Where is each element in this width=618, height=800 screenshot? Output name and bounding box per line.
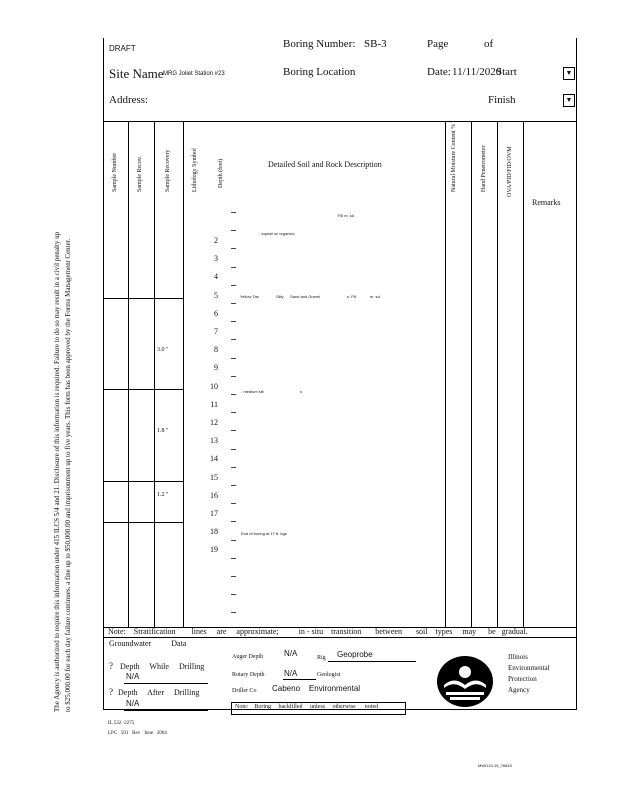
- agency-line: Protection: [508, 675, 537, 683]
- header-divider: [103, 121, 577, 122]
- agency-line: Illinois: [508, 653, 528, 661]
- col-line: [471, 121, 472, 627]
- form-revision: LPC 501 Rev June 2004: [108, 731, 167, 736]
- boring-number-value: SB-3: [364, 38, 387, 50]
- col-line: [154, 121, 155, 627]
- site-name-value: MRG Joliet Station #23: [163, 71, 225, 77]
- sample-interval-line: [103, 522, 184, 523]
- rotary-depth-value[interactable]: N/A: [284, 669, 298, 678]
- file-code: MWG13-15_76843: [478, 763, 512, 768]
- chevron-down-icon: ▼: [565, 96, 573, 104]
- auger-depth-value[interactable]: N/A: [284, 649, 298, 658]
- col-header-penetrometer: Hand Penetrometer: [481, 145, 487, 192]
- description-text: Fill m. sd: [338, 213, 354, 218]
- col-header-remarks: Remarks: [532, 198, 561, 207]
- question-icon: ?: [109, 661, 113, 671]
- depth-label: 18: [210, 527, 218, 537]
- depth-tick: [231, 485, 236, 486]
- col-header-sample-recovery: Sample Recovery: [165, 149, 171, 192]
- frame-left: [103, 38, 104, 710]
- depth-tick: [231, 521, 236, 522]
- depth-tick: [231, 594, 236, 595]
- depth-label: 4: [214, 272, 218, 282]
- depth-label: 15: [210, 472, 218, 482]
- driller-co-value[interactable]: Cabeno Environmental: [272, 684, 361, 693]
- stratification-note: Note: Stratification lines are approximate; in - situ transition between soil types may be gradual.: [108, 627, 528, 636]
- description-text: m. sd: [370, 294, 380, 299]
- depth-tick: [231, 248, 236, 249]
- draft-label: DRAFT: [109, 44, 136, 53]
- depth-tick: [231, 394, 236, 395]
- depth-label: 13: [210, 436, 218, 446]
- depth-tick: [231, 612, 236, 613]
- col-header-depth: Depth (feet): [218, 158, 224, 188]
- start-dropdown[interactable]: [563, 67, 575, 80]
- depth-while-drilling-value[interactable]: N/A: [126, 672, 140, 681]
- col-header-sample-recov: Sample Recov.: [137, 156, 143, 192]
- depth-label: 5: [214, 290, 218, 300]
- field-underline: [283, 679, 316, 680]
- description-text: s: [300, 389, 302, 394]
- description-text: End of boring at 17 ft. bgs: [241, 531, 287, 536]
- form-id: IL 532 -2275: [108, 721, 135, 726]
- agency-line: Agency: [508, 686, 530, 694]
- field-underline: [124, 683, 208, 684]
- legal-notice-line-1: The Agency is authorized to require this information under 415 ILCS 5/4 and 21. Disclosure of this information is required. Failure to do so may result in a civil penalty up: [53, 231, 61, 712]
- depth-label: 17: [210, 509, 218, 518]
- field-underline: [328, 661, 416, 662]
- site-name-label: Site Name: [109, 66, 164, 81]
- depth-while-drilling-label: Depth While Drilling: [120, 662, 205, 671]
- depth-label: 16: [210, 490, 218, 500]
- description-text: s. Fill: [347, 294, 357, 299]
- depth-tick: [231, 358, 236, 359]
- rig-label: Rig: [317, 655, 326, 661]
- depth-tick: [231, 412, 236, 413]
- depth-label: 2: [214, 236, 218, 245]
- finish-label: Finish: [488, 94, 516, 106]
- date-value: 11/11/2020: [452, 66, 502, 78]
- address-label: Address:: [109, 94, 149, 106]
- description-text: - medium silt: [241, 389, 264, 394]
- driller-co-label: Driller Co: [232, 688, 257, 694]
- note-divider: [103, 637, 577, 638]
- col-line: [523, 121, 524, 627]
- rig-value[interactable]: Geoprobe: [337, 650, 373, 659]
- description-text: Silty: [276, 294, 284, 299]
- depth-label: 3: [214, 254, 218, 264]
- sample-interval-line: [103, 298, 184, 299]
- legal-notice-line-2: to $25,000.00 for each day failure continues, a fine up to $50,000.00 and imprisonment up to five years. This form has been approved by the Forms Management Center.: [64, 238, 72, 712]
- depth-label: 10: [210, 381, 218, 391]
- sample-interval-line: [103, 481, 184, 482]
- rotary-depth-label: Rotary Depth: [232, 672, 265, 678]
- recovery-value: 3.0 ": [157, 347, 169, 353]
- depth-tick: [231, 230, 236, 231]
- depth-label: 7: [214, 327, 218, 336]
- depth-tick: [231, 503, 236, 504]
- finish-dropdown[interactable]: [563, 94, 575, 107]
- geologist-label: Geologist: [317, 672, 341, 678]
- col-header-ova: OVA/PID/FID/OVM: [507, 146, 513, 197]
- col-line: [183, 121, 184, 627]
- question-icon: ?: [109, 687, 113, 697]
- description-text: - topsoil w/ organics: [259, 231, 295, 236]
- depth-tick: [231, 321, 236, 322]
- auger-depth-label: Auger Depth: [232, 654, 264, 660]
- depth-label: 9: [214, 363, 218, 373]
- sample-interval-line: [103, 389, 184, 390]
- frame-right: [576, 38, 577, 710]
- page-label: Page: [427, 38, 449, 50]
- of-label: of: [484, 38, 494, 50]
- depth-label: 8: [214, 345, 218, 355]
- depth-tick: [231, 467, 236, 468]
- illinois-epa-logo: [436, 655, 494, 708]
- depth-tick: [231, 576, 236, 577]
- col-header-lithology: Lithology Symbol: [192, 148, 198, 192]
- col-header-description: Detailed Soil and Rock Description: [268, 160, 382, 169]
- depth-label: 6: [214, 308, 218, 318]
- groundwater-title: Groundwater Data: [109, 639, 187, 648]
- backfill-note-box: [231, 702, 406, 715]
- description-text: Sand and Gravel: [290, 294, 321, 299]
- depth-label: 14: [210, 454, 218, 464]
- depth-tick: [231, 212, 236, 213]
- depth-tick: [231, 339, 236, 340]
- recovery-value: 1.8 ": [157, 428, 169, 434]
- recovery-value: 1.2 ": [157, 492, 169, 498]
- col-line: [497, 121, 498, 627]
- depth-after-drilling-value[interactable]: N/A: [126, 699, 140, 708]
- depth-tick: [231, 267, 236, 268]
- col-header-sample-number: Sample Number: [112, 152, 118, 192]
- depth-tick: [231, 430, 236, 431]
- agency-line: Environmental: [508, 664, 550, 672]
- backfill-note: Note: Boring backfilled unless otherwise noted: [235, 704, 379, 710]
- depth-label: 11: [210, 399, 218, 409]
- date-label: Date:: [427, 66, 451, 78]
- depth-after-drilling-label: Depth After Drilling: [118, 688, 200, 697]
- col-line: [128, 121, 129, 627]
- depth-label: 12: [210, 418, 218, 427]
- boring-location-label: Boring Location: [283, 66, 356, 78]
- agency-name: [508, 652, 550, 696]
- boring-number-label: Boring Number:: [283, 38, 356, 50]
- start-label: Start: [496, 66, 517, 78]
- col-header-moisture: Natural Moisture Content %: [451, 123, 457, 192]
- depth-tick: [231, 376, 236, 377]
- depth-tick: [231, 540, 236, 541]
- description-text: Yellow Tan: [240, 294, 259, 299]
- depth-tick: [231, 449, 236, 450]
- field-underline: [124, 710, 208, 711]
- depth-tick: [231, 285, 236, 286]
- depth-tick: [231, 558, 236, 559]
- depth-tick: [231, 303, 236, 304]
- depth-label: 19: [210, 545, 218, 555]
- chevron-down-icon: ▼: [565, 69, 573, 77]
- col-line: [445, 121, 446, 627]
